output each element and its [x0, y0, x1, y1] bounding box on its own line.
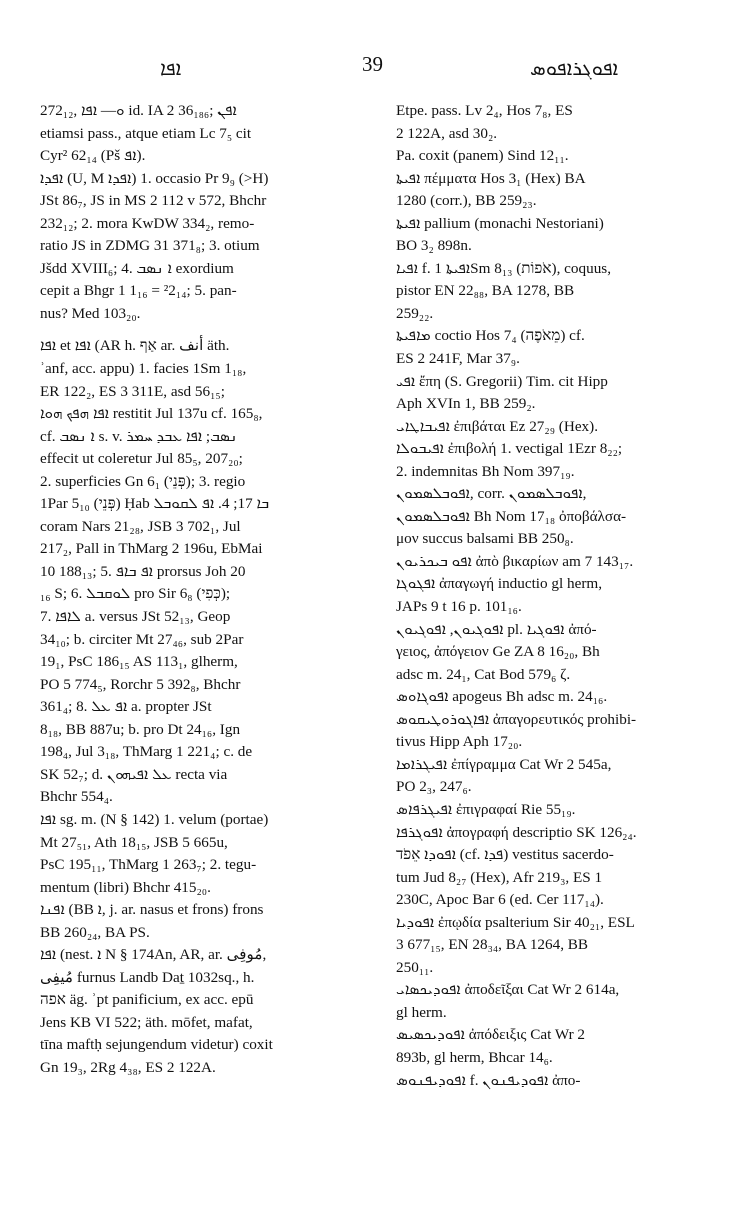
page-header [40, 52, 720, 80]
text-line: ܐܦܘܓܐܘܣ apogeus Bh adsc m. 24₁₆. [396, 688, 608, 706]
text-line: ER 122₂, ES 3 311E, asd 56₁₅; [40, 382, 225, 400]
text-line: ܡܐܦܝܬܐ coctio Hos 7₄ (מֵאֹפֶה) cf. [396, 327, 585, 345]
text-line: ܐܦܐܓܘܪܘܛܝܩܘܣ ἀπαγορευτικός prohibi- [396, 710, 637, 728]
text-line: Jšdd XVIII₆; 4. ܐ ܢܣܒ exordium [40, 259, 234, 277]
header-left-headword: ܐܦܐ [160, 56, 182, 80]
text-line: Gn 19₃, 2Rg 4₃₈, ES 2 122A. [40, 1058, 216, 1076]
text-line: 217₂, Pall in ThMarg 2 196u, EbMai [40, 540, 263, 558]
text-line: SK 52₇; d. ܥܠ ܐܦܝܗܘܢ recta via [40, 765, 228, 783]
text-line: μον succus balsami BB 250₈. [396, 530, 574, 548]
text-line: Mt 27₅₁, Ath 18₁₅, JSB 5 665u, [40, 833, 228, 851]
text-line: coram Nars 21₂₈, JSB 3 702₁, Jul [40, 517, 241, 535]
text-line: BB 260₂₄, BA PS. [40, 923, 150, 941]
text-line: ratio JS in ZDMG 31 371₈; 3. otium [40, 237, 260, 255]
text-line: PsC 195₁₁, ThMarg 1 263₇; 2. tegu- [40, 856, 257, 874]
text-line: Cyr² 62₁₄ (Pš ܐܦ). [40, 147, 146, 165]
text-line: pistor EN 22₈₈, BA 1278, BB [396, 282, 575, 300]
text-line: 1Par 5₁₀ (פְּנֵי) Ḥab ܒܐ 17; 4. ܐܦ ܠܩܘܒܠ [40, 495, 270, 513]
text-line: مُيفِى furnus Landb Daṯ 1032sq., h. [40, 968, 255, 986]
text-line: cepit a Bhgr 1 1₁₆ = ²2₁₄; 5. pan- [40, 282, 237, 300]
text-line: 232₁₂; 2. mora KwDW 334₂, remo- [40, 214, 255, 232]
text-line: ܐܦܐ (nest. ܐ N § 174An, AR, ar. مُوفِى, [40, 946, 267, 964]
text-line: ܐܦܝܐ f. ܐܦܝܬܐ 1Sm 8₁₃ (אֹפוֹת), coquus, [396, 259, 611, 277]
text-line: ܐܦܕܐ (U, M ܐܦܕܐ) 1. occasio Pr 9₉ (>H) [40, 169, 269, 187]
text-line: ܐܦܢܐ (BB ܐ, j. ar. nasus et frons) frons [40, 901, 264, 919]
text-line: 2. superficies Gn 6₁ (פְּנֵי); 3. regio [40, 472, 246, 490]
text-line: etiamsi pass., atque etiam Lc 7₅ cit [40, 124, 252, 142]
text-line: 7. ܠܐܦܐ a. versus JSt 52₁₃, Geop [40, 608, 231, 626]
text-line: ܐܦܝܬܐ πέμματα Hos 3₁ (Hex) BA [396, 169, 586, 187]
text-line: JAPs 9 t 16 p. 101₁₆. [396, 598, 522, 616]
text-line: Pa. coxit (panem) Sind 12₁₁. [396, 147, 569, 165]
text-line: cf. ܐ ܢܣܒ s. v. ܢܣܒ; ܐܦܐ ܥܒܕ ܚܡܪ [40, 427, 238, 445]
text-line: tivus Hipp Aph 17₂₀. [396, 733, 523, 751]
text-line: Aph XVIn 1, BB 259₂. [396, 395, 536, 413]
text-line: 1280 (corr.), BB 259₂₃. [396, 192, 537, 210]
text-line: tum Jud 8₂₇ (Hex), Afr 219₃, ES 1 [396, 868, 603, 886]
text-line: PO 2₃, 247₆. [396, 778, 472, 796]
column-gap [40, 325, 362, 335]
text-line: ܐܦܓܘܓܐ ἀπαγωγή inductio gl herm, [396, 575, 603, 593]
text-line: ܐܦܘܒܠܣܡܘܢ, corr. ܐܦܘܒܠܣܡܘܢ, [396, 485, 587, 503]
text-line: 19₁, PsC 186₁₅ AS 113₁, glherm, [40, 653, 238, 671]
page-number: 39 [362, 52, 383, 76]
text-line: ܐܦܘܕܝܟܣܐܝ ἀποδεῖξαι Cat Wr 2 614a, [396, 981, 620, 999]
text-line: ܐܦܘܕܐ אֵפֹד (cf. ܦܕܐ) vestitus sacerdo- [396, 846, 614, 864]
text-line: ܐܦܐ et ܐܦܐ (AR h. אַף ar. أنف äth. [40, 337, 230, 355]
text-line: 361₄; 8. ܐܦ ܥܠ a. propter JSt [40, 698, 212, 716]
text-line: 34₁₀; b. circiter Mt 27₄₆, sub 2Par [40, 630, 244, 648]
text-line: 8₁₈, BB 887u; b. pro Dt 24₁₆, Ign [40, 720, 241, 738]
text-line: 250₁₁. [396, 958, 434, 976]
text-line: ܐܦܘܕܝܦܢܘܣ f. ܐܦܘܕܝܦܢܘܢ ἀπο- [396, 1071, 581, 1089]
text-line: 230C, Apoc Bar 6 (ed. Cer 117₁₄). [396, 891, 604, 909]
text-line: adsc m. 24₁, Cat Bod 579₆ ζ. [396, 665, 571, 683]
text-line: ܐܦܐ sg. m. (N § 142) 1. velum (portae) [40, 810, 269, 828]
text-line: ܐܦܘܓܪܦܐ ἀπογραφή descriptio SK 126₂₄. [396, 823, 637, 841]
text-line: אפה äg. ʾpt panificium, ex acc. epū [40, 991, 254, 1009]
text-line: mentum (libri) Bhchr 415₂₀. [40, 878, 211, 896]
text-line: ܐܦܝܒܐܛܐܝ ἐπιβάται Ez 27₂₉ (Hex). [396, 417, 599, 435]
text-line: ₁₆ S; 6. ܠܘܩܒܠ pro Sir 6₈ (כְּפִי); [40, 585, 231, 603]
text-line: effecit ut coleretur Jul 85₅, 207₂₀; [40, 450, 243, 468]
text-line: gl herm. [396, 1003, 447, 1021]
text-line: 893b, gl herm, Bhcar 14₆. [396, 1048, 553, 1066]
text-line: ES 2 241F, Mar 37₉. [396, 350, 520, 368]
text-line: PO 5 774₅, Rorchr 5 392₈, Bhchr [40, 675, 241, 693]
text-line: 3 677₁₅, EN 28₃₄, BA 1264, BB [396, 936, 589, 954]
text-line: 198₄, Jul 3₁₈, ThMarg 1 221₄; c. de [40, 743, 253, 761]
text-line: ܐܦܘܕܝܟܣܝܣ ἀπόδειξις Cat Wr 2 [396, 1026, 586, 1044]
text-line: nus? Med 103₂₀. [40, 304, 141, 322]
text-line: ܐܦܝܓܪܦܐܣ ἐπιγραφαί Rie 55₁₉. [396, 800, 576, 818]
text-line: 259₂₂. [396, 304, 434, 322]
text-line: ܐܦܝ ἔπη (S. Gregorii) Tim. cit Hipp [396, 372, 608, 390]
text-line: ܐܦܝܬܐ pallium (monachi Nestoriani) [396, 214, 604, 232]
text-line: ܐܦܘܕܝܐ ἐπῳδία psalterium Sir 40₂₁, ESL [396, 913, 635, 931]
text-line: ܐܦܐ ܗܦܟ ܗܘܐ restitit Jul 137u cf. 165₈, [40, 405, 263, 423]
text-line: BO 3₂ 898n. [396, 237, 472, 255]
text-line: 10 188₁₃; 5. ܐܦ ܒܐܦ prorsus Joh 20 [40, 562, 246, 580]
text-line: ܐܦܘܓܝܘܢ, ܐܦܘܓܝܘܢ pl. ܐܦܘܓܝܐ ἀπό- [396, 620, 597, 638]
text-line: Jens KB VI 522; äth. mōfet, mafat, [40, 1013, 253, 1031]
text-line: 2 122A, asd 30₂. [396, 124, 498, 142]
text-line: JSt 86₇, JS in MS 2 112 v 572, Bhchr [40, 192, 267, 210]
left-column [40, 100, 362, 1080]
text-line: ܐܦܝܓܪܐܡܐ ἐπίγραμμα Cat Wr 2 545a, [396, 755, 612, 773]
text-line: ʾanf, acc. appu) 1. facies 1Sm 1₁₈, [40, 360, 247, 378]
text-line: 2. indemnitas Bh Nom 397₁₉. [396, 462, 575, 480]
right-column [396, 100, 726, 1092]
text-line: γειος, ἀπόγειον Ge ZA 8 16₂₀, Bh [396, 643, 600, 661]
text-line: Etpe. pass. Lv 2₄, Hos 7₈, ES [396, 102, 573, 119]
text-line: tīna maftḥ sejungendum videtur) coxit [40, 1036, 273, 1054]
header-right-headword: ܐܦܘܓܪܐܦܘܣ [530, 56, 619, 80]
text-line: ܐܦܘܒܠܣܡܘܢ Bh Nom 17₁₈ ὀποβάλσα- [396, 507, 627, 525]
text-line: 272₁₂, ܘ— ܐܦܐ id. IA 2 36₁₈₆; ܐܦܢ [40, 102, 237, 119]
text-line: ܐܦܝܒܘܠܐ ἐπιβολή 1. vectigal 1Ezr 8₂₂; [396, 440, 623, 458]
text-line: Bhchr 554₄. [40, 788, 113, 806]
text-line: ܐܦܘ ܒܝܟܪܝܘܢ ἀπὸ βικαρίων am 7 143₁₇. [396, 552, 634, 570]
